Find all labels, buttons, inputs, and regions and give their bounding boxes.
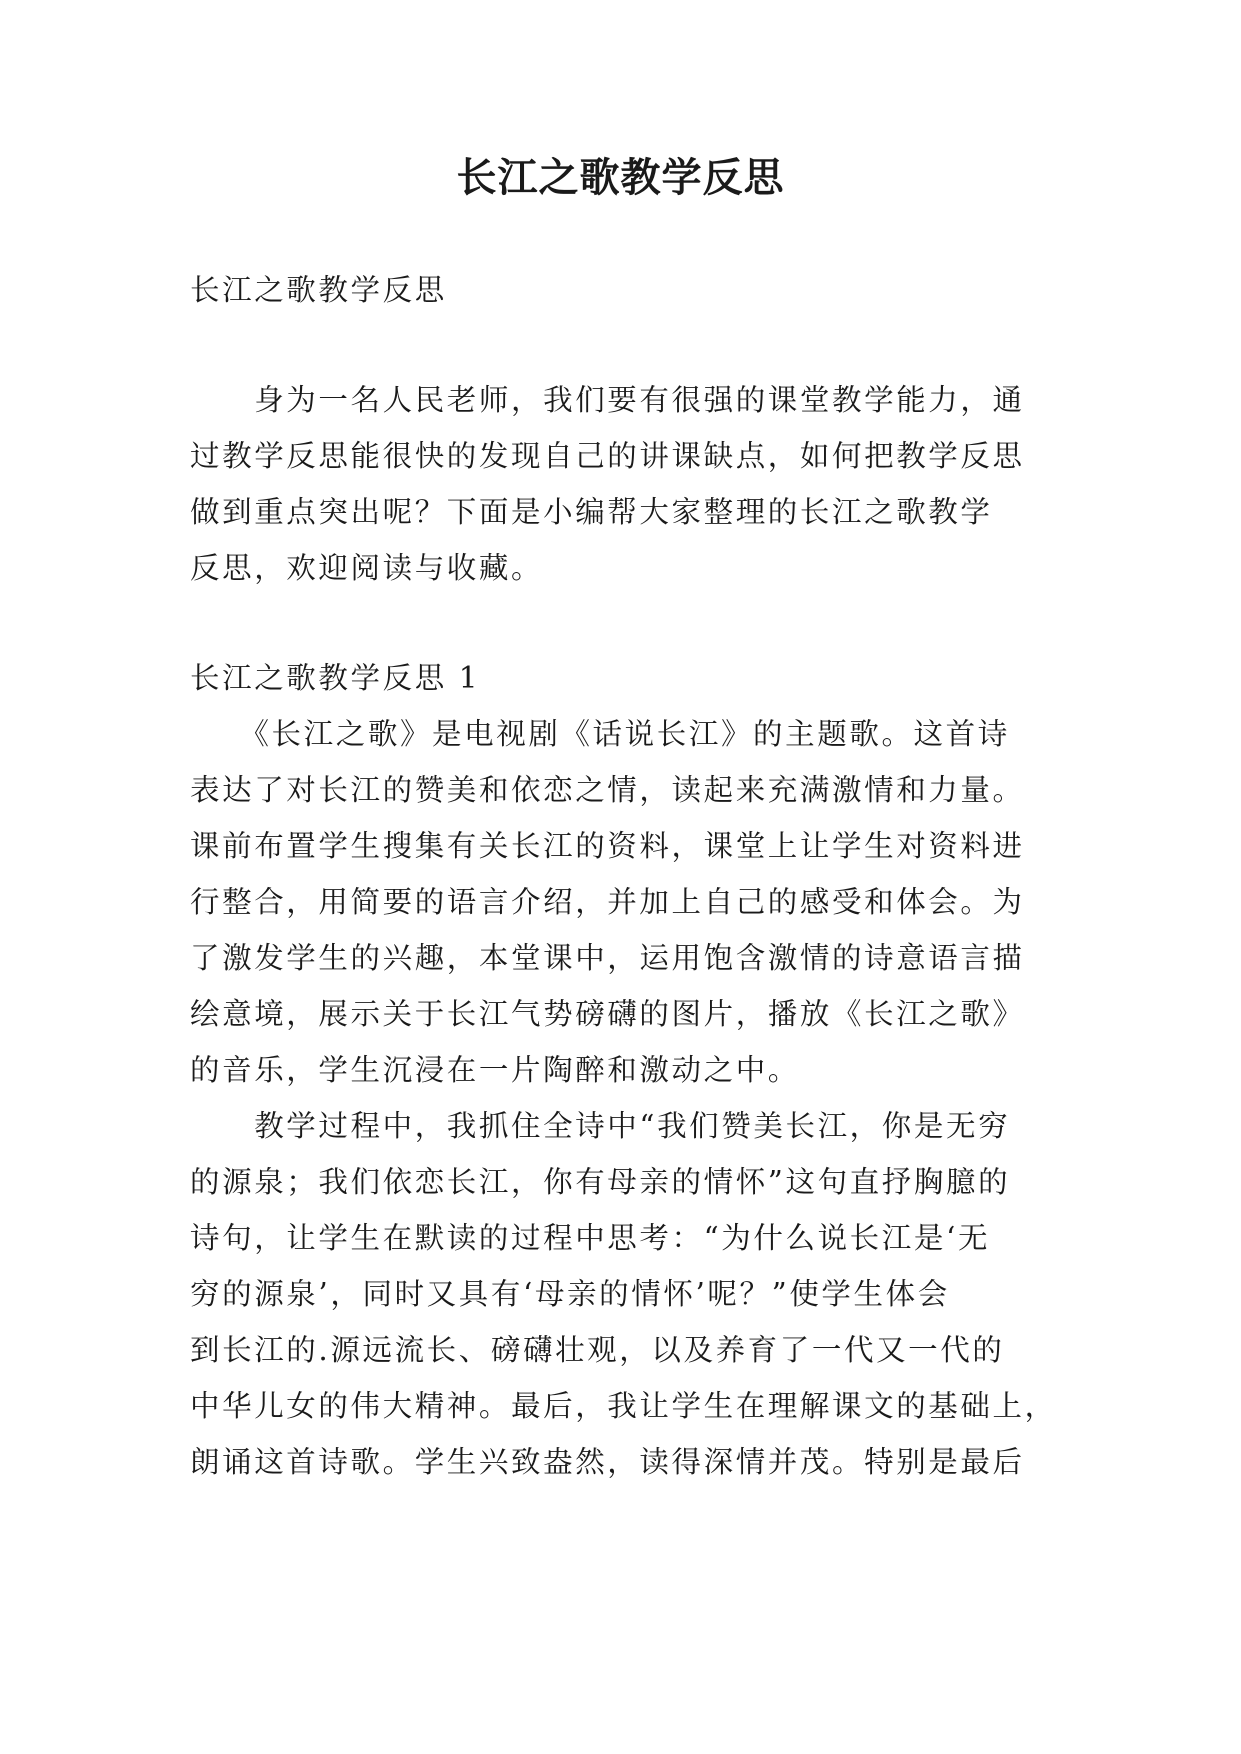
- paragraph-line: 身为一名人民老师，我们要有很强的课堂教学能力，通: [190, 383, 1025, 417]
- paragraph-line: 表达了对长江的赞美和依恋之情，读起来充满激情和力量。: [190, 773, 1025, 807]
- document-title: 长江之歌教学反思: [456, 155, 785, 201]
- spacer: [190, 318, 1050, 372]
- section-heading: 长江之歌教学反思 1: [190, 661, 481, 695]
- paragraph-2: [190, 1098, 1057, 1490]
- paragraph-line: 绘意境，展示关于长江气势磅礴的图片，播放《长江之歌》: [190, 997, 1025, 1031]
- paragraph-line: 行整合，用简要的语言介绍，并加上自己的感受和体会。为: [190, 885, 1025, 919]
- spacer: [190, 596, 1050, 650]
- paragraph-line: 课前布置学生搜集有关长江的资料，课堂上让学生对资料进: [190, 829, 1025, 863]
- paragraph-line: 《长江之歌》是电视剧《话说长江》的主题歌。这首诗: [190, 717, 1010, 751]
- document-subtitle: 长江之歌教学反思: [190, 273, 447, 307]
- document-body: [190, 262, 1057, 1490]
- paragraph-line: 朗诵这首诗歌。学生兴致盎然，读得深情并茂。特别是最后: [190, 1445, 1025, 1479]
- paragraph-line: 的源泉；我们依恋长江，你有母亲的情怀”这句直抒胸臆的: [190, 1165, 1011, 1199]
- paragraph-line: 诗句，让学生在默读的过程中思考：“为什么说长江是‘无: [190, 1221, 991, 1255]
- paragraph-line: 穷的源泉’，同时又具有‘母亲的情怀’呢？”使学生体会: [190, 1277, 950, 1311]
- paragraph-line: 了激发学生的兴趣，本堂课中，运用饱含激情的诗意语言描: [190, 941, 1025, 975]
- paragraph-line: 反思，欢迎阅读与收藏。: [190, 551, 544, 585]
- paragraph-1: [190, 706, 1050, 1098]
- paragraph-line: 过教学反思能很快的发现自己的讲课缺点，如何把教学反思: [190, 439, 1025, 473]
- paragraph-line: 做到重点突出呢？下面是小编帮大家整理的长江之歌教学: [190, 495, 993, 529]
- paragraph-line: 到长江的.源远流长、磅礴壮观，以及养育了一代又一代的: [190, 1333, 1005, 1367]
- paragraph-line: 的音乐，学生沉浸在一片陶醉和激动之中。: [190, 1053, 800, 1087]
- paragraph-line: 中华儿女的伟大精神。最后，我让学生在理解课文的基础上，: [190, 1389, 1057, 1423]
- paragraph-line: 教学过程中，我抓住全诗中“我们赞美长江，你是无穷: [190, 1109, 1011, 1143]
- intro-paragraph: [190, 372, 1050, 596]
